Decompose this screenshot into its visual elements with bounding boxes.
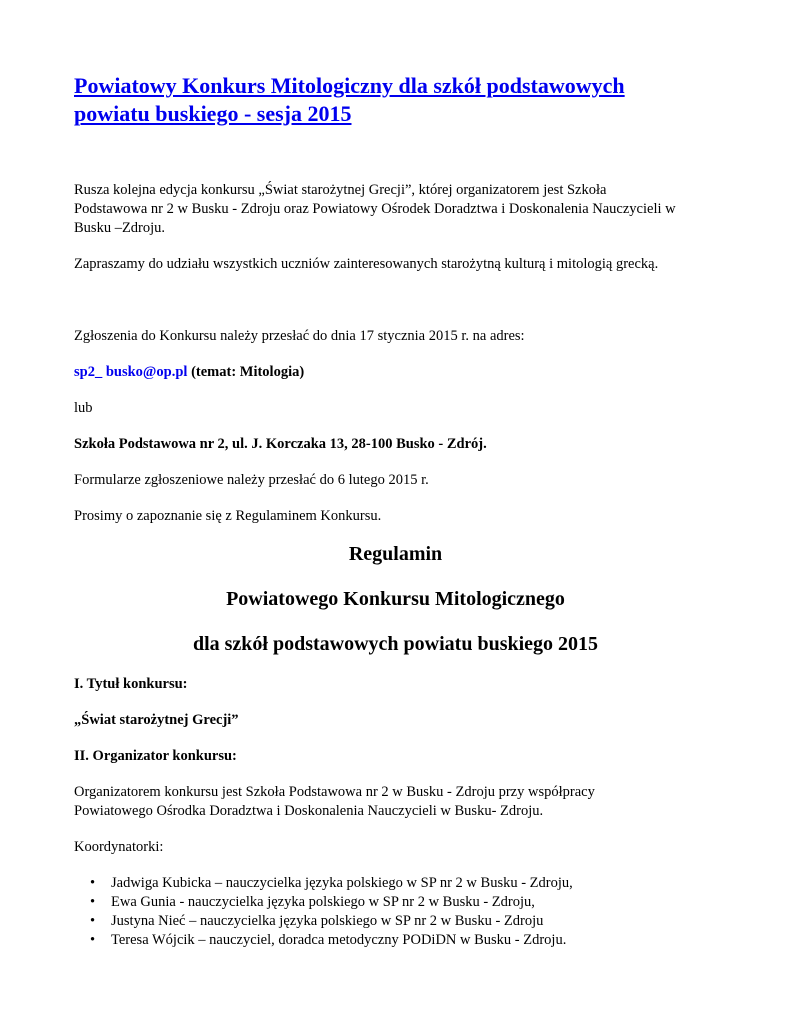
email-link[interactable]: sp2_ busko@op.pl: [74, 364, 188, 380]
regulations-title: Regulamin: [348, 543, 443, 565]
list-item-text: Teresa Wójcik – nauczyciel, doradca metodyczny PODiDN w Busku - Zdroju.: [111, 932, 567, 948]
organizer-paragraph: [74, 783, 724, 821]
list-item: [90, 893, 724, 912]
section-2-heading: II. Organizator konkursu:: [74, 748, 237, 764]
bullet-icon: •: [90, 932, 96, 948]
title-link[interactable]: [74, 73, 625, 126]
list-item-text: Justyna Nieć – nauczycielka języka polskiego w SP nr 2 w Busku - Zdroju: [111, 913, 544, 929]
list-item: [90, 931, 724, 950]
school-address: Szkoła Podstawowa nr 2, ul. J. Korczaka 13, 28-100 Busko - Zdrój.: [74, 436, 487, 452]
invite-paragraph: Zapraszamy do udziału wszystkich uczniów zainteresowanych starożytną kulturą i mitologią grecką.: [74, 256, 659, 272]
organizer-line-1: Organizatorem konkursu jest Szkoła Podstawowa nr 2 w Busku - Zdroju przy współpracy: [74, 784, 595, 800]
bullet-icon: •: [90, 894, 96, 910]
please-paragraph: Prosimy o zapoznanie się z Regulaminem Konkursu.: [74, 508, 382, 524]
coordinators-label: Koordynatorki:: [74, 839, 164, 855]
organizer-line-2: Powiatowego Ośrodka Doradztwa i Doskonalenia Nauczycieli w Busku- Zdroju.: [74, 803, 544, 819]
list-item-text: Jadwiga Kubicka – nauczycielka języka polskiego w SP nr 2 w Busku - Zdroju,: [111, 875, 573, 891]
list-item-text: Ewa Gunia - nauczycielka języka polskiego w SP nr 2 w Busku - Zdroju,: [111, 894, 535, 910]
contest-title: „Świat starożytnej Grecji”: [74, 712, 239, 728]
email-paragraph: [74, 363, 724, 382]
section-1-heading: I. Tytuł konkursu:: [74, 676, 188, 692]
title-line-1: Powiatowy Konkurs Mitologiczny dla szkół podstawowych: [74, 73, 625, 98]
intro-line-1: Rusza kolejna edycja konkursu „Świat starożytnej Grecji”, której organizatorem jest Szkoła: [74, 182, 607, 198]
forms-paragraph: Formularze zgłoszeniowe należy przesłać do 6 lutego 2015 r.: [74, 472, 429, 488]
bullet-icon: •: [90, 913, 96, 929]
bullet-icon: •: [90, 875, 96, 891]
intro-line-2: Podstawowa nr 2 w Busku - Zdroju oraz Powiatowy Ośrodek Doradztwa i Doskonalenia Nauczycieli w: [74, 201, 676, 217]
intro-paragraph: [74, 181, 724, 238]
or-text: lub: [74, 400, 93, 416]
intro-line-3: Busku –Zdroju.: [74, 220, 166, 236]
regulations-subtitle-2: dla szkół podstawowych powiatu buskiego 2015: [192, 633, 599, 655]
coordinators-list: [74, 874, 724, 950]
submission-paragraph: Zgłoszenia do Konkursu należy przesłać do dnia 17 stycznia 2015 r. na adres:: [74, 328, 525, 344]
list-item: [90, 874, 724, 893]
regulations-subtitle: Powiatowego Konkursu Mitologicznego: [226, 588, 565, 610]
title-line-2: powiatu buskiego - sesja 2015: [74, 101, 352, 126]
page-title: [74, 72, 724, 128]
email-subject: (temat: Mitologia): [187, 364, 305, 380]
list-item: [90, 912, 724, 931]
document-page: [74, 72, 724, 950]
